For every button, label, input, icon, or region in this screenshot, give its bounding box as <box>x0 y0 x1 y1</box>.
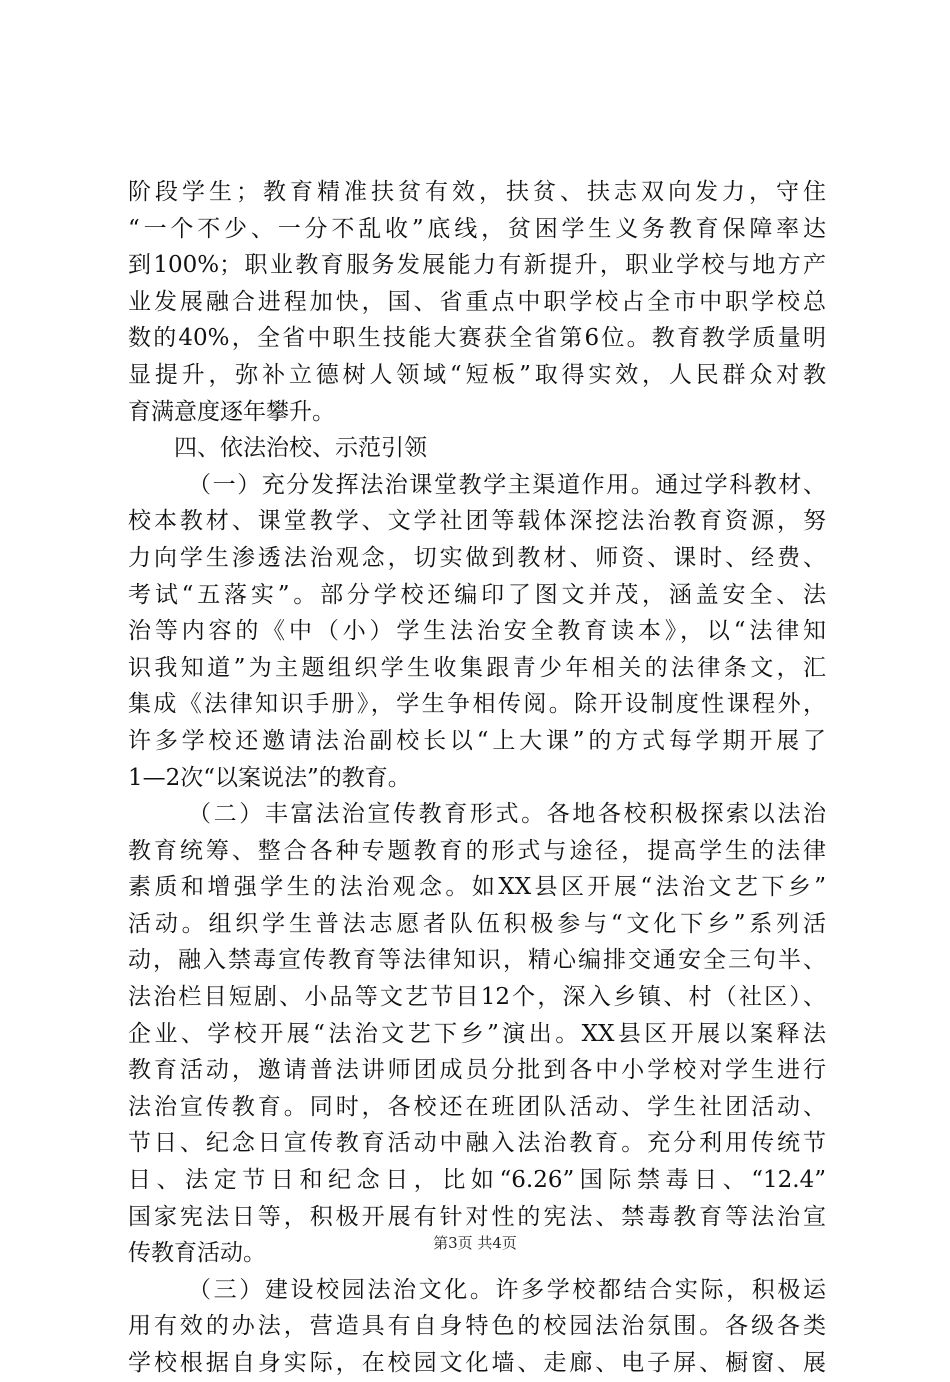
text-line: 力向学生渗透法治观念，切实做到教材、师资、课时、经费、 <box>128 544 826 571</box>
text-line: 许多学校还邀请法治副校长以“上大课”的方式每学期开展了 <box>128 727 826 754</box>
text-line: 考试“五落实”。部分学校还编印了图文并茂，涵盖安全、法 <box>128 581 826 608</box>
text-line: 活动。组织学生普法志愿者队伍积极参与“文化下乡”系列活 <box>128 910 826 937</box>
text-line: 国家宪法日等，积极开展有针对性的宪法、禁毒教育等法治宣 <box>128 1203 826 1230</box>
text-line: 素质和增强学生的法治观念。如XX县区开展“法治文艺下乡” <box>128 874 826 901</box>
text-line: “一个不少、一分不乱收”底线，贫困学生义务教育保障率达 <box>128 215 826 242</box>
text-line: 集成《法律知识手册》，学生争相传阅。除开设制度性课程外， <box>128 691 826 718</box>
text-line: 四、依法治校、示范引领 <box>174 435 427 462</box>
text-line: 育满意度逐年攀升。 <box>128 398 335 425</box>
text-line: 到100%；职业教育服务发展能力有新提升，职业学校与地方产 <box>128 252 826 279</box>
text-line: （二）丰富法治宣传教育形式。各地各校积极探索以法治 <box>188 801 826 828</box>
text-line: 显提升，弥补立德树人领域“短板”取得实效，人民群众对教 <box>128 361 826 388</box>
text-line: 企业、学校开展“法治文艺下乡”演出。XX县区开展以案释法 <box>128 1020 826 1047</box>
text-line: 法治宣传教育。同时，各校还在班团队活动、学生社团活动、 <box>128 1093 826 1120</box>
text-line: 法治栏目短剧、小品等文艺节目12个，深入乡镇、村（社区）、 <box>128 984 826 1011</box>
text-line: （三）建设校园法治文化。许多学校都结合实际，积极运 <box>188 1276 826 1303</box>
text-line: 数的40%，全省中职生技能大赛获全省第6位。教育教学质量明 <box>128 325 826 352</box>
text-line: 节日、纪念日宣传教育活动中融入法治教育。充分利用传统节 <box>128 1130 826 1157</box>
text-line: 传教育活动。 <box>128 1240 266 1267</box>
text-line: 教育活动，邀请普法讲师团成员分批到各中小学校对学生进行 <box>128 1057 826 1084</box>
text-line: 日、法定节日和纪念日，比如“6.26”国际禁毒日、“12.4” <box>128 1167 826 1194</box>
page-footer: 第3页 共4页 <box>433 1234 517 1252</box>
text-line: 动，融入禁毒宣传教育等法律知识，精心编排交通安全三句半、 <box>128 947 826 974</box>
text-line: 1—2次“以案说法”的教育。 <box>128 764 411 791</box>
text-line: 校本教材、课堂教学、文学社团等载体深挖法治教育资源，努 <box>128 508 826 535</box>
text-line: 业发展融合进程加快，国、省重点中职学校占全市中职学校总 <box>128 288 826 315</box>
text-line: 用有效的办法，营造具有自身特色的校园法治氛围。各级各类 <box>128 1313 826 1340</box>
text-line: （一）充分发挥法治课堂教学主渠道作用。通过学科教材、 <box>188 471 826 498</box>
text-line: 治等内容的《中（小）学生法治安全教育读本》，以“法律知 <box>128 618 826 645</box>
text-line: 识我知道”为主题组织学生收集跟青少年相关的法律条文，汇 <box>128 654 826 681</box>
text-line: 教育统筹、整合各种专题教育的形式与途径，提高学生的法律 <box>128 837 826 864</box>
document-body <box>128 174 826 1382</box>
text-line: 学校根据自身实际，在校园文化墙、走廊、电子屏、橱窗、展 <box>128 1350 826 1376</box>
text-line: 阶段学生；教育精准扶贫有效，扶贫、扶志双向发力，守住 <box>128 179 826 205</box>
